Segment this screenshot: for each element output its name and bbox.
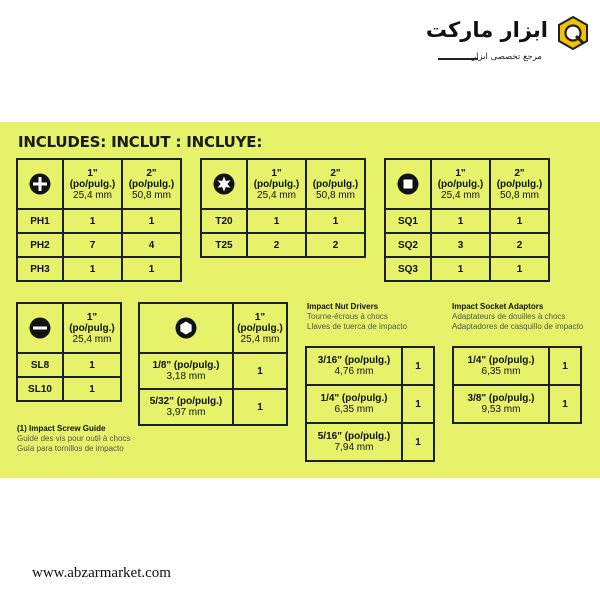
table-cell: 1 — [63, 209, 122, 233]
hex-col1-header: 1" (po/pulg.) 25,4 mm — [233, 303, 287, 353]
screw-guide-fr: Guide des vis pour outil à chocs — [17, 434, 131, 443]
hex-icon — [175, 317, 197, 339]
website-url: www.abzarmarket.com — [32, 565, 171, 581]
hex-icon-cell — [139, 303, 233, 353]
nut-drivers-table — [305, 346, 435, 462]
table-row-label: 1/4" (po/pulg.) 6,35 mm — [306, 385, 402, 423]
table-cell: 3 — [431, 233, 490, 257]
table-cell: 1 — [549, 385, 581, 423]
logo-tagline: مرجع تخصصی ابزار — [472, 52, 542, 62]
table-row-label: PH2 — [17, 233, 63, 257]
square-col2-header: 2" (po/pulg.) 50,8 mm — [490, 159, 549, 209]
square-drive-table — [384, 158, 550, 282]
socket-adaptors-es: Adaptadores de casquillo de impacto — [452, 322, 584, 331]
table-cell: 1 — [63, 353, 121, 377]
phillips-table — [16, 158, 182, 282]
logo-name: ابزار مارکت — [425, 18, 548, 42]
torx-col2-header: 2" (po/pulg.) 50,8 mm — [306, 159, 365, 209]
phillips-icon — [29, 173, 51, 195]
table-cell: 1 — [247, 209, 306, 233]
table-cell: 1 — [122, 209, 181, 233]
slotted-icon-cell — [17, 303, 63, 353]
socket-adaptors-title: Impact Socket Adaptors — [452, 302, 544, 311]
table-row-label: T25 — [201, 233, 247, 257]
nut-drivers-caption — [307, 302, 407, 332]
table-row-label: 5/32" (po/pulg.) 3,97 mm — [139, 389, 233, 425]
nut-drivers-fr: Tourne-écrous à chocs — [307, 312, 388, 321]
table-cell: 2 — [306, 233, 365, 257]
table-row-label: SQ1 — [385, 209, 431, 233]
screw-guide-es: Guía para tornillos de impacto — [17, 444, 124, 453]
table-row-label: PH3 — [17, 257, 63, 281]
table-cell: 1 — [63, 257, 122, 281]
slotted-table — [16, 302, 122, 402]
table-cell: 1 — [549, 347, 581, 385]
screw-guide-title: (1) Impact Screw Guide — [17, 424, 106, 433]
brand-logo — [425, 8, 590, 70]
socket-adaptors-fr: Adaptateurs de douilles à chocs — [452, 312, 566, 321]
table-cell: 1 — [431, 209, 490, 233]
table-row-label: SQ2 — [385, 233, 431, 257]
table-cell: 2 — [490, 233, 549, 257]
table-row-label: PH1 — [17, 209, 63, 233]
screw-guide-caption — [17, 424, 130, 454]
square-drive-icon-cell — [385, 159, 431, 209]
table-row-label: 1/8" (po/pulg.) 3,18 mm — [139, 353, 233, 389]
table-cell: 1 — [402, 385, 434, 423]
table-cell: 1 — [490, 257, 549, 281]
nut-drivers-es: Llaves de tuerca de impacto — [307, 322, 408, 331]
table-row-label: 3/16" (po/pulg.) 4,76 mm — [306, 347, 402, 385]
table-cell: 1 — [490, 209, 549, 233]
table-cell: 1 — [233, 353, 287, 389]
torx-icon — [213, 173, 235, 195]
table-cell: 1 — [233, 389, 287, 425]
torx-col1-header: 1" (po/pulg.) 25,4 mm — [247, 159, 306, 209]
includes-panel — [0, 122, 600, 478]
table-cell: 4 — [122, 233, 181, 257]
torx-table — [200, 158, 366, 258]
table-cell: 7 — [63, 233, 122, 257]
table-row-label: 5/16" (po/pulg.) 7,94 mm — [306, 423, 402, 461]
square-col1-header: 1" (po/pulg.) 25,4 mm — [431, 159, 490, 209]
table-cell: 1 — [402, 423, 434, 461]
square-drive-icon — [397, 173, 419, 195]
phillips-col2-header: 2" (po/pulg.) 50,8 mm — [122, 159, 181, 209]
table-row-label: SL8 — [17, 353, 63, 377]
hex-table — [138, 302, 288, 426]
table-row-label: T20 — [201, 209, 247, 233]
table-cell: 2 — [247, 233, 306, 257]
table-cell: 1 — [306, 209, 365, 233]
slotted-icon — [29, 317, 51, 339]
phillips-col1-header: 1" (po/pulg.) 25,4 mm — [63, 159, 122, 209]
table-row-label: 1/4" (po/pulg.) 6,35 mm — [453, 347, 549, 385]
table-cell: 1 — [431, 257, 490, 281]
table-cell: 1 — [122, 257, 181, 281]
table-row-label: SL10 — [17, 377, 63, 401]
phillips-icon-cell — [17, 159, 63, 209]
table-row-label: SQ3 — [385, 257, 431, 281]
table-row-label: 3/8" (po/pulg.) 9,53 mm — [453, 385, 549, 423]
slotted-col1-header: 1" (po/pulg.) 25,4 mm — [63, 303, 121, 353]
table-cell: 1 — [63, 377, 121, 401]
table-cell: 1 — [402, 347, 434, 385]
includes-heading: INCLUDES: INCLUT : INCLUYE: — [18, 133, 263, 151]
socket-adaptors-caption — [452, 302, 583, 332]
socket-adaptors-table — [452, 346, 582, 424]
nut-drivers-title: Impact Nut Drivers — [307, 302, 379, 311]
torx-icon-cell — [201, 159, 247, 209]
logo-mark-icon — [556, 16, 590, 50]
